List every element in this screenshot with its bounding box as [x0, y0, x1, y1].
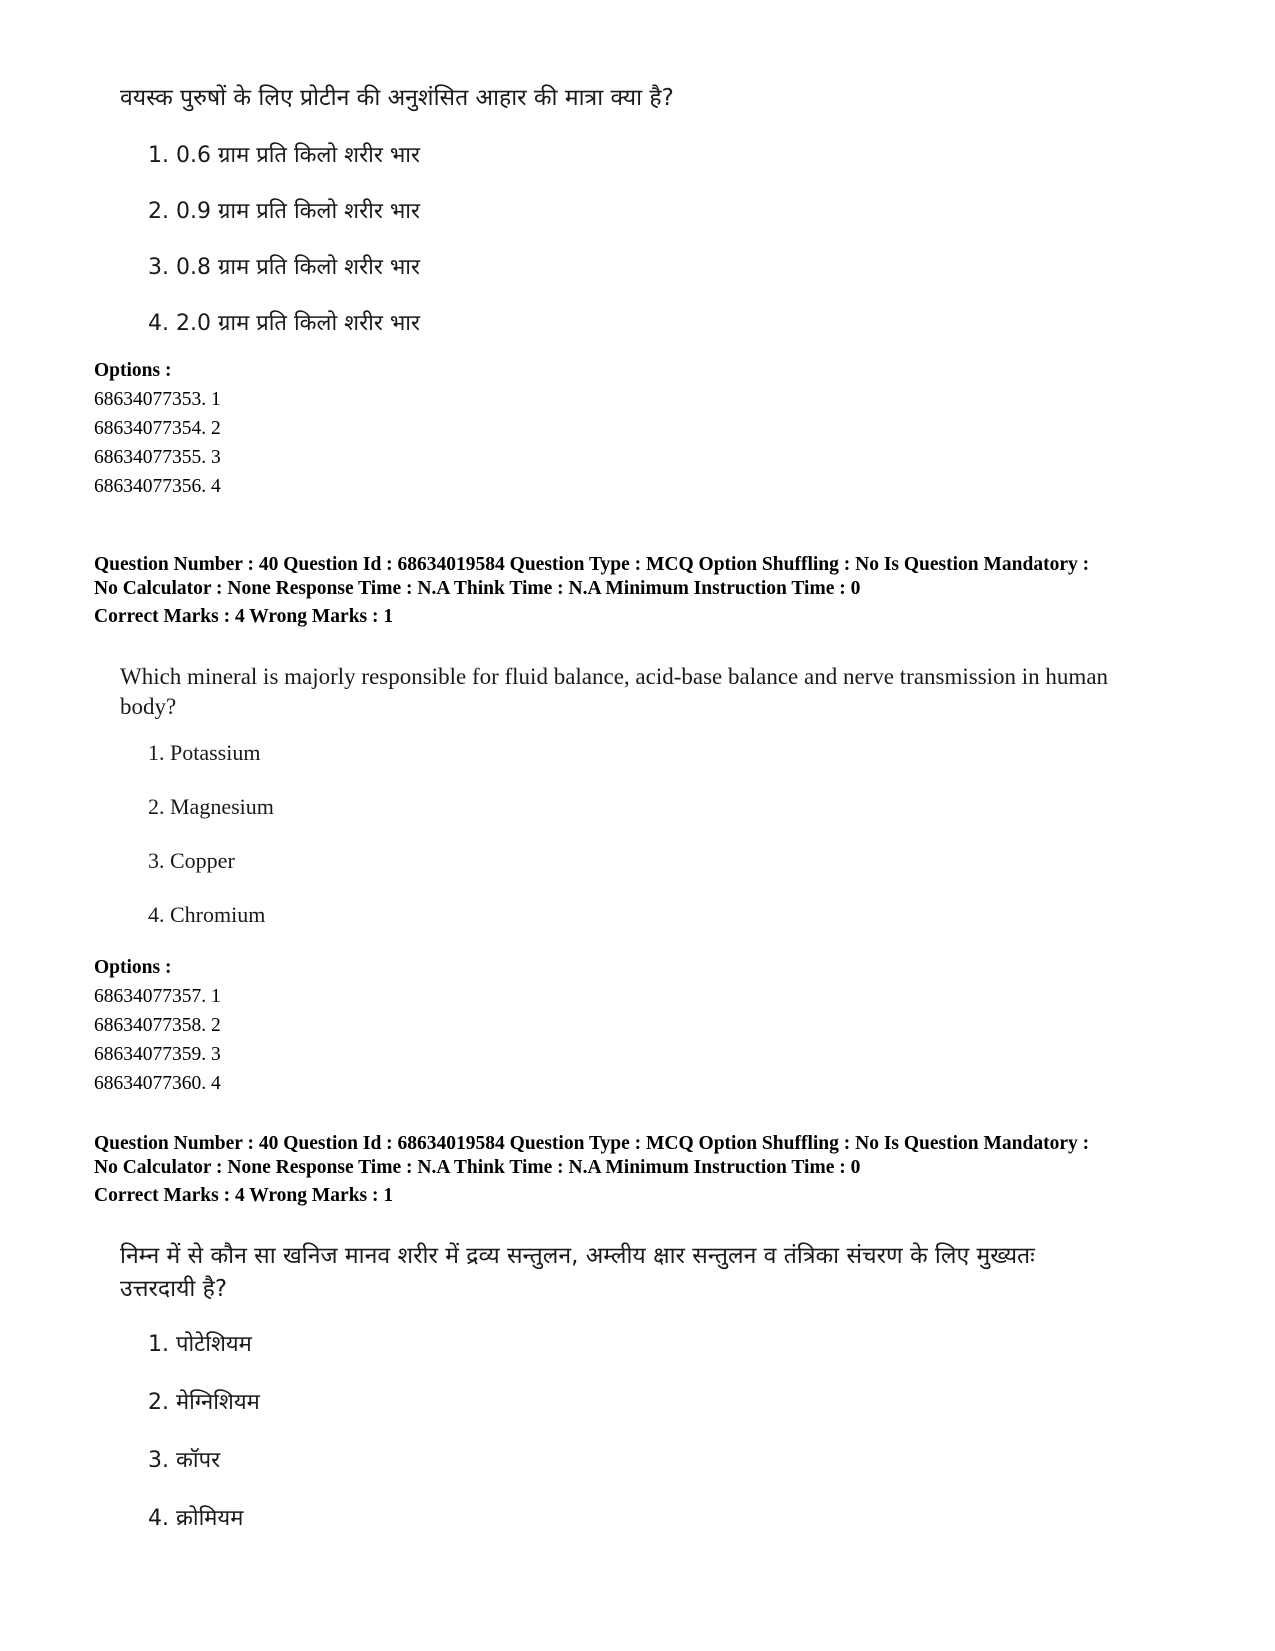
options-section: [94, 953, 221, 1098]
question-text-line: निम्न में से कौन सा खनिज मानव शरीर में द्रव्य सन्तुलन, अम्लीय क्षार सन्तुलन व तंत्रिका संचरण के लिए मुख्यतः: [120, 1243, 1035, 1269]
choice-item: 2. 0.9 ग्राम प्रति किलो शरीर भार: [148, 199, 420, 224]
choice-item: 2. Magnesium: [148, 794, 274, 819]
question-metadata: [94, 553, 1204, 629]
option-id-row: 68634077358. 2: [94, 1015, 221, 1036]
choice-item: 3. Copper: [148, 848, 235, 873]
question-text-line: उत्तरदायी है?: [120, 1276, 228, 1302]
question-text: वयस्क पुरुषों के लिए प्रोटीन की अनुशंसित आहार की मात्रा क्या है?: [120, 85, 674, 111]
option-id-row: 68634077357. 1: [94, 986, 221, 1007]
option-id-row: 68634077353. 1: [94, 389, 221, 410]
metadata-line: No Calculator : None Response Time : N.A Think Time : N.A Minimum Instruction Time : 0: [94, 1157, 861, 1178]
choice-item: 1. Potassium: [148, 740, 261, 765]
question-image-mineral-english: [120, 662, 1160, 927]
question-text-line: body?: [120, 694, 177, 719]
choice-item: 1. 0.6 ग्राम प्रति किलो शरीर भार: [148, 143, 420, 168]
option-id-row: 68634077360. 4: [94, 1073, 221, 1094]
metadata-line: No Calculator : None Response Time : N.A Think Time : N.A Minimum Instruction Time : 0: [94, 578, 861, 599]
option-id-row: 68634077354. 2: [94, 418, 221, 439]
question-image-mineral-hindi: [120, 1240, 1160, 1531]
choice-item: 4. क्रोमियम: [148, 1506, 244, 1531]
option-id-row: 68634077359. 3: [94, 1044, 221, 1065]
question-metadata: [94, 1132, 1204, 1208]
options-section: [94, 356, 221, 501]
options-heading: Options :: [94, 360, 172, 381]
marks-line: Correct Marks : 4 Wrong Marks : 1: [94, 606, 394, 627]
question-text-line: Which mineral is majorly responsible for fluid balance, acid-base balance and nerve transmission in human: [120, 664, 1109, 689]
choice-item: 3. कॉपर: [148, 1448, 221, 1473]
metadata-line: Question Number : 40 Question Id : 68634019584 Question Type : MCQ Option Shuffling : No Is Question Mandatory :: [94, 554, 1090, 575]
question-image-protein-hindi: [120, 82, 1160, 336]
choice-item: 2. मेग्निशियम: [148, 1390, 260, 1415]
options-heading: Options :: [94, 957, 172, 978]
option-id-row: 68634077355. 3: [94, 447, 221, 468]
choice-item: 4. 2.0 ग्राम प्रति किलो शरीर भार: [148, 311, 420, 336]
marks-line: Correct Marks : 4 Wrong Marks : 1: [94, 1185, 394, 1206]
metadata-line: Question Number : 40 Question Id : 68634019584 Question Type : MCQ Option Shuffling : No Is Question Mandatory :: [94, 1133, 1090, 1154]
choice-item: 4. Chromium: [148, 902, 266, 927]
option-id-row: 68634077356. 4: [94, 476, 221, 497]
choice-item: 3. 0.8 ग्राम प्रति किलो शरीर भार: [148, 255, 420, 280]
choice-item: 1. पोटेशियम: [148, 1332, 252, 1357]
